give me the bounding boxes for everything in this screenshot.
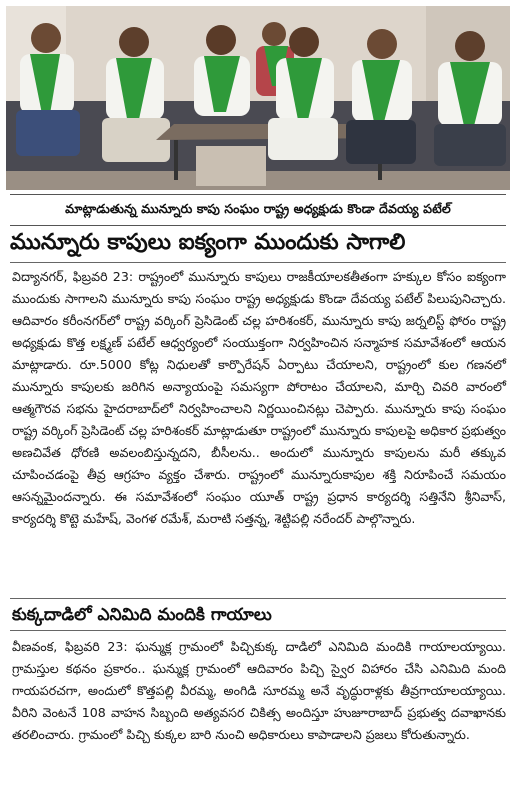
article-1-body: విద్యానగర్, ఫిబ్రవరి 23: రాష్ట్రంలో మున్నూరు కాపులు రాజకీయాలకతీతంగా హక్కుల కోసం ఐక్యంగా ముందుకు సాగాలని మున్నూరు కాపు సంఘం రాష్ట్ర అధ్యక్షుడు కొండా దేవయ్య పటేల్ పిలుపునిచ్చారు. ఆదివారం కరీంనగర్‌లో రాష్ట్ర వర్కింగ్ ప్రెసిడెంట్ చల్ల హరిశంకర్, మున్నూరు కాపు జర్నలిస్ట్ ఫోరం రాష్ట్ర అధ్యక్షుడు కొత్త లక్ష్మణ్ పటేల్ ఆధ్వర్యంలో సంయుక్తంగా నిర్వహించిన సన్మాహక సమావేశంలో ఆయన మాట్లాడారు. రూ.5000 కోట్ల నిధులతో కార్పొరేషన్ ఏర్పాటు చేయాలని, రాష్ట్రంలో కుల గణనలో మున్నూరు కాపులకు జరిగిన అన్యాయంపై సమస్యగా పోరాటం చేయాలని, మార్చి చివరి వారంలో ఆత్మగౌరవ సభను హైదరాబాద్‌లో నిర్వహించాలని నిర్ణయించినట్లు చెప్పారు. మున్నూరు కాపు సంఘం రాష్ట్ర వర్కింగ్ ప్రెసిడెంట్ చల్ల హరిశంకర్ మాట్లాడుతూ రాష్ట్రంలో మున్నూరు కాపులపై అధికార ప్రభుత్వం అణచివేత ధోరణి అవలంబిస్తున్నదని, బీసీలను.. అందులో మున్నూరు కాపులను మరీ తక్కువ చూపించడంపై తీవ్ర ఆగ్రహం వ్యక్తం చేశారు. రాష్ట్రంలో మున్నూరుకాపుల శక్తి నిరూపించే సమయం ఆసన్నమైందన్నారు. ఈ సమావేశంలో సంఘం యూత్ రాష్ట్ర ప్రధాన కార్యదర్శి సత్తినేని శ్రీనివాస్, కార్యదర్శి కొట్టె మహేష్, వెంగళ రమేశ్, మరాటి సత్తన్న, శెట్టిపల్లి నరేందర్ పాల్గొన్నారు.: [12, 269, 507, 526]
headline-divider: [10, 262, 506, 263]
article-1-headline: మున్నూరు కాపులు ఐక్యంగా ముందుకు సాగాలి: [10, 230, 406, 255]
news-photo: [6, 6, 510, 190]
article-divider: [10, 598, 506, 599]
group-photo-icon: [6, 6, 510, 190]
article-2-headline: కుక్కదాడిలో ఎనిమిది మందికి గాయాలు: [12, 605, 272, 625]
article-2-body: వీణవంక, ఫిబ్రవరి 23: ఘన్ముక్ల గ్రామంలో పిచ్చికుక్క దాడిలో ఎనిమిది మందికి గాయాలయ్యాయి. గ్రామస్తుల కథనం ప్రకారం.. ఘన్ముక్ల గ్రామంలో ఆదివారం పిచ్చి స్వైర విహారం చేసి ఎనిమిది మంది గాయపరచగా, అందులో కొత్తపల్లి వీరమ్మ, అంగిడి సూరమ్మ అనే వృద్ధురాళ్లకు తీవ్రగాయాలయ్యాయి. వీరిని వెంటనే 108 వాహన సిబ్బంది అత్యవసర చికిత్స అందిస్తూ హుజూరాబాద్ ప్రభుత్వ దవాఖానకు తరలించారు. గ్రామంలో పిచ్చి కుక్కల బారి నుంచి అధికారులు కాపాడాలని ప్రజలు కోరుతున్నారు.: [12, 639, 506, 742]
photo-caption: మాట్లాడుతున్న మున్నూరు కాపు సంఘం రాష్ట్ర అధ్యక్షుడు కొండా దేవయ్య పటేల్: [10, 194, 506, 226]
subheadline-divider: [10, 630, 506, 631]
